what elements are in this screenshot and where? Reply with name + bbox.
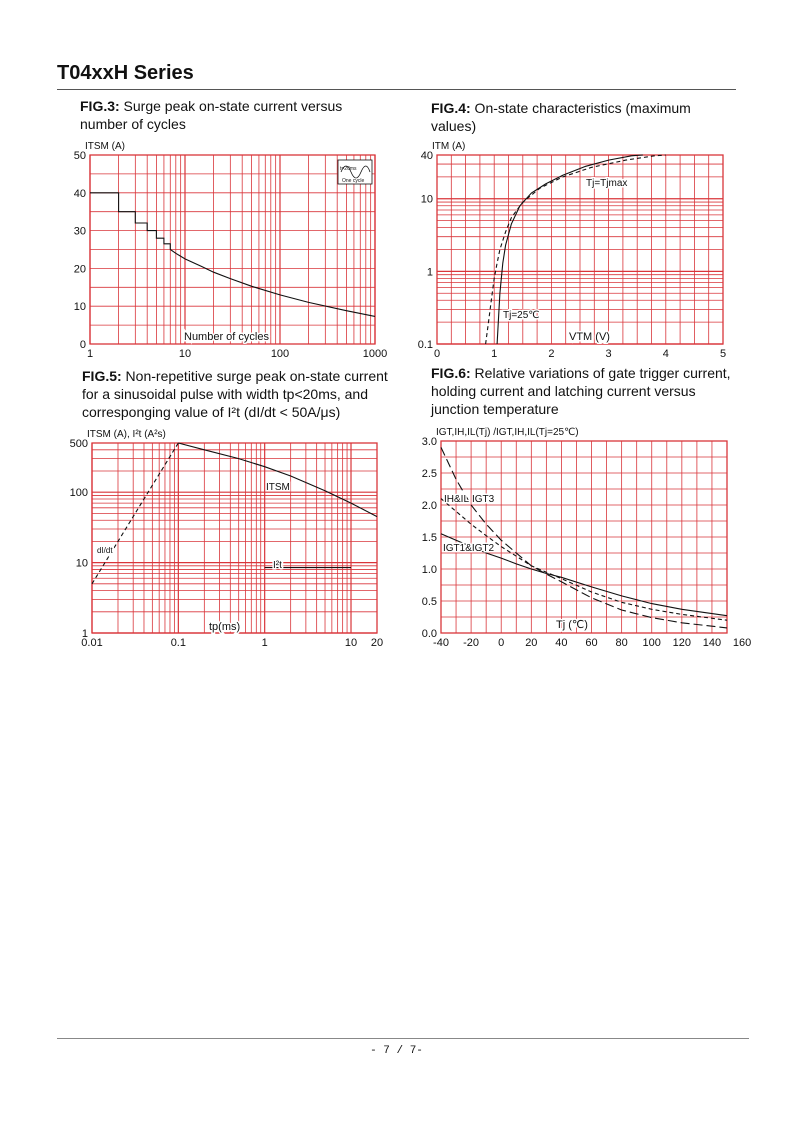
y-axis-label: IGT,IH,IL(Tj) /IGT,IH,IL(Tj=25℃) bbox=[436, 427, 579, 438]
x-tick-label: 2 bbox=[548, 348, 555, 360]
inset-period-label: t=20ms bbox=[340, 166, 357, 172]
x-tick-label: 1 bbox=[261, 637, 268, 649]
y-tick-label: 20 bbox=[73, 263, 86, 276]
y-tick-label: 3.0 bbox=[421, 436, 437, 448]
series-title: T04xxH Series bbox=[57, 62, 194, 84]
y-tick-label: 40 bbox=[420, 150, 433, 162]
y-axis-label: ITSM (A), I²t (A²s) bbox=[87, 429, 166, 440]
x-tick-label: 80 bbox=[615, 637, 628, 649]
x-tick-label: 40 bbox=[555, 637, 568, 649]
fig5-label: FIG.5: bbox=[82, 368, 122, 384]
x-tick-label: 4 bbox=[662, 348, 669, 360]
x-tick-label: 1 bbox=[86, 348, 94, 360]
fig4-label: FIG.4: bbox=[431, 100, 471, 116]
y-tick-label: 2.0 bbox=[421, 500, 437, 512]
y-tick-label: 50 bbox=[73, 150, 86, 162]
y-tick-label: 10 bbox=[420, 193, 433, 206]
y-tick-label: 500 bbox=[69, 438, 88, 450]
y-tick-label: 100 bbox=[69, 487, 88, 500]
y-axis-label: ITSM (A) bbox=[85, 141, 125, 152]
series-label-1: IGT3 bbox=[472, 494, 495, 505]
series-label-2: dI/dt bbox=[97, 546, 113, 555]
y-tick-label: 1.0 bbox=[421, 564, 437, 576]
x-tick-label: 0 bbox=[433, 348, 441, 360]
x-tick-label: 0.01 bbox=[81, 637, 103, 649]
y-tick-label: 10 bbox=[73, 301, 86, 314]
fig6-caption-text: Relative variations of gate trigger current, holding current and latching current versus junction temperature bbox=[431, 365, 731, 417]
y-tick-label: 2.5 bbox=[421, 468, 437, 480]
x-axis-label: Number of cycles bbox=[184, 331, 269, 343]
series-label-2: IGT1&IGT2 bbox=[443, 543, 495, 554]
x-tick-label: 1000 bbox=[362, 348, 388, 360]
footer-rule bbox=[57, 1038, 749, 1039]
x-tick-label: 10 bbox=[178, 348, 192, 360]
y-tick-label: 1 bbox=[81, 628, 88, 640]
x-axis-label: tp(ms) bbox=[209, 621, 241, 633]
fig6-label: FIG.6: bbox=[431, 365, 471, 381]
series-label-0: ITSM bbox=[266, 482, 290, 493]
x-tick-label: -20 bbox=[463, 637, 480, 649]
y-tick-label: 0.5 bbox=[421, 596, 437, 608]
series-line-1 bbox=[441, 499, 727, 621]
series-label-0: Tj=Tjmax bbox=[586, 178, 628, 189]
x-tick-label: 0.1 bbox=[170, 637, 186, 649]
x-axis-label: Tj (℃) bbox=[556, 619, 588, 631]
x-tick-label: 100 bbox=[270, 348, 290, 360]
x-tick-label: 20 bbox=[370, 637, 384, 649]
x-tick-label: 3 bbox=[605, 348, 612, 360]
series-label-1: Tj=25℃ bbox=[503, 310, 540, 321]
y-axis-label: ITM (A) bbox=[432, 141, 466, 152]
series-label-0: IH&IL bbox=[444, 494, 470, 505]
y-tick-label: 0 bbox=[79, 339, 86, 351]
y-tick-label: 0.1 bbox=[417, 339, 433, 351]
x-tick-label: 1 bbox=[491, 348, 498, 360]
y-tick-label: 1.5 bbox=[421, 532, 437, 544]
fig4-caption-text: On-state characteristics (maximum values) bbox=[431, 100, 691, 134]
fig5-caption-text: Non-repetitive surge peak on-state current for a sinusoidal pulse with width tp<20ms, and corresponging value of I²t (dI/dt < 50A/μs) bbox=[82, 368, 388, 420]
x-tick-label: 160 bbox=[732, 637, 752, 649]
page-number: - 7 / 7- bbox=[370, 1045, 423, 1057]
inset-cycle-label: One cycle bbox=[342, 178, 365, 184]
x-tick-label: 10 bbox=[344, 637, 358, 649]
x-tick-label: 0 bbox=[498, 637, 505, 649]
fig3-label: FIG.3: bbox=[80, 98, 120, 114]
series-label-1: I²t bbox=[273, 560, 282, 571]
y-tick-label: 40 bbox=[73, 187, 86, 200]
x-tick-label: 100 bbox=[642, 637, 661, 649]
y-tick-label: 1 bbox=[426, 266, 433, 279]
x-tick-label: 60 bbox=[585, 637, 598, 649]
x-tick-label: 5 bbox=[719, 348, 727, 360]
y-tick-label: 30 bbox=[73, 225, 86, 238]
x-axis-label: VTM (V) bbox=[569, 331, 610, 343]
x-tick-label: 140 bbox=[702, 637, 722, 649]
y-tick-label: 0.0 bbox=[421, 628, 437, 640]
x-tick-label: 120 bbox=[672, 637, 692, 649]
x-tick-label: 20 bbox=[525, 637, 538, 649]
fig3-caption-text: Surge peak on-state current versus number of cycles bbox=[80, 98, 343, 132]
y-tick-label: 10 bbox=[75, 557, 88, 570]
x-tick-label: -40 bbox=[433, 637, 449, 649]
